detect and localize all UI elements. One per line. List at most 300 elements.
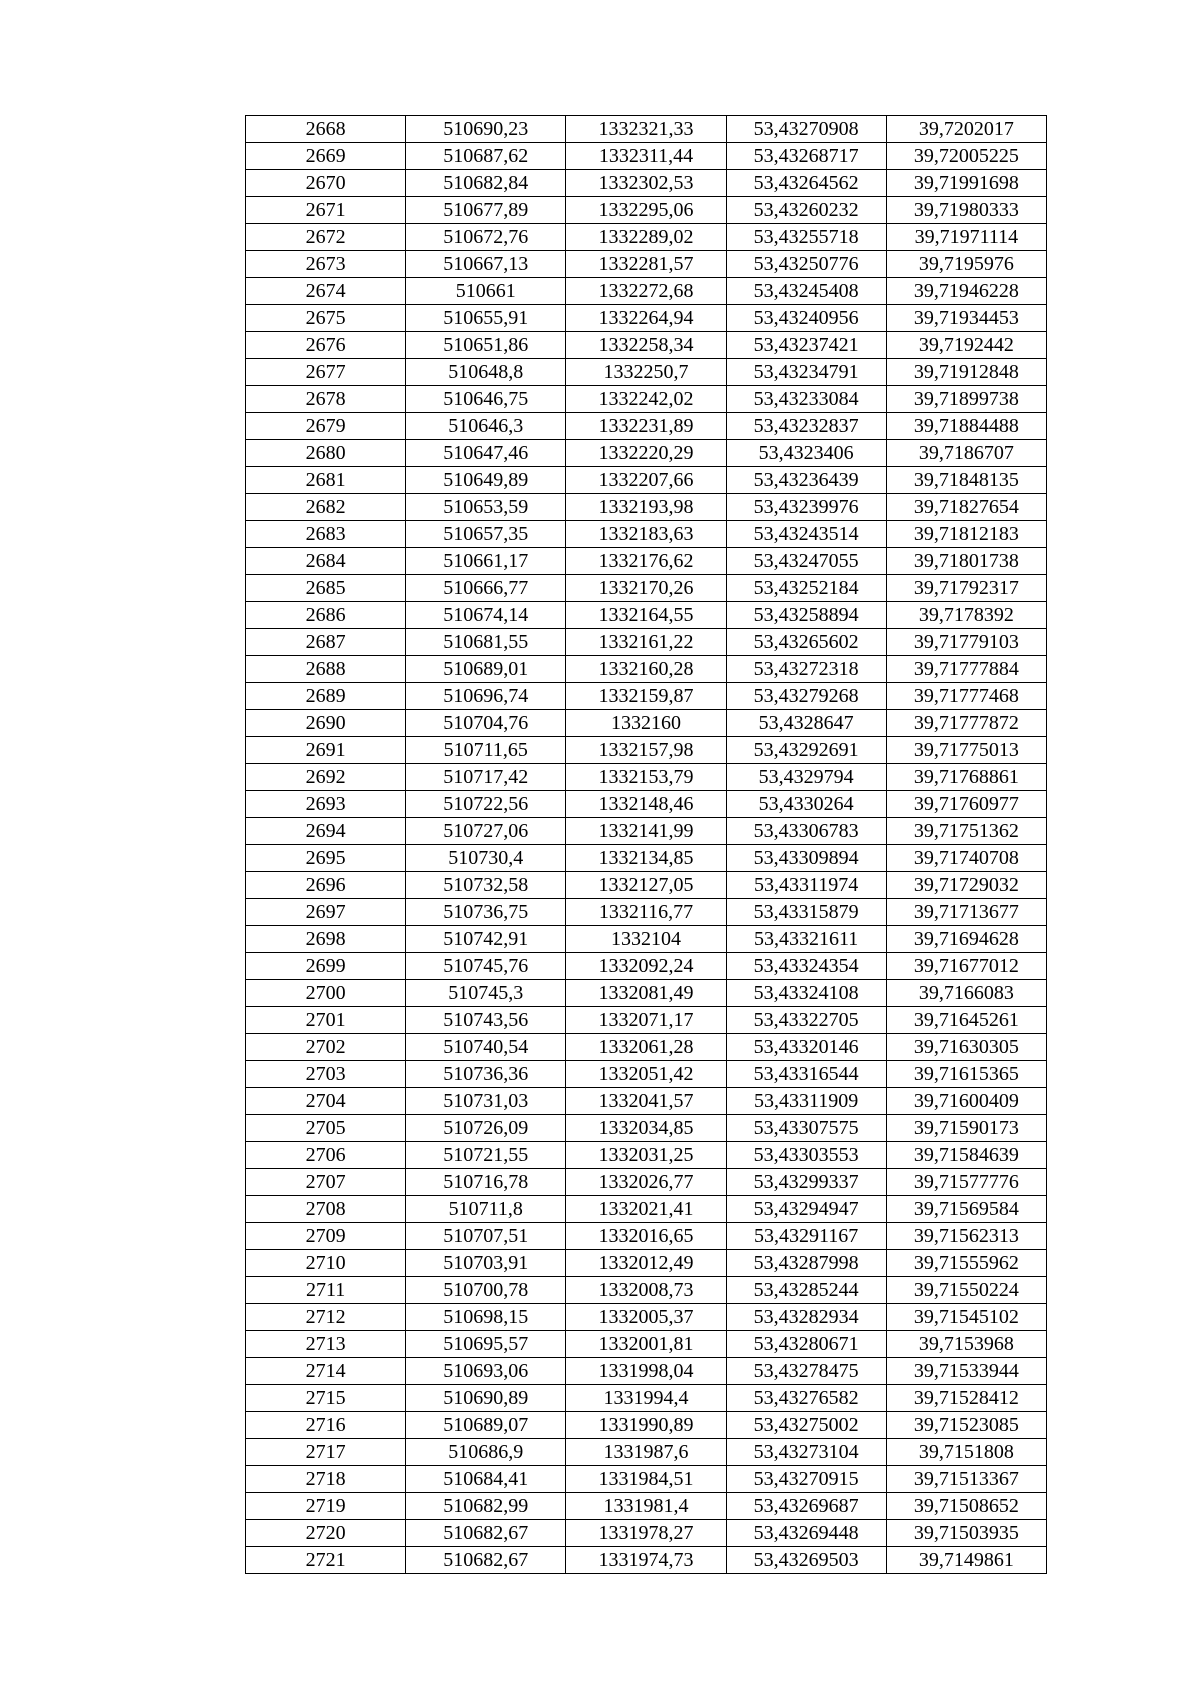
latitude-cell: 53,43250776 [726, 251, 886, 278]
table-row [246, 1331, 1047, 1358]
longitude-cell: 39,71600409 [886, 1088, 1046, 1115]
coord-y-cell: 1332242,02 [566, 386, 726, 413]
point-number-cell: 2696 [246, 872, 406, 899]
longitude-cell: 39,71503935 [886, 1520, 1046, 1547]
latitude-cell: 53,43272318 [726, 656, 886, 683]
table-row [246, 683, 1047, 710]
longitude-cell: 39,71768861 [886, 764, 1046, 791]
latitude-cell: 53,43233084 [726, 386, 886, 413]
coord-x-cell: 510736,36 [406, 1061, 566, 1088]
coord-y-cell: 1332164,55 [566, 602, 726, 629]
coord-y-cell: 1332127,05 [566, 872, 726, 899]
longitude-cell: 39,71980333 [886, 197, 1046, 224]
latitude-cell: 53,43294947 [726, 1196, 886, 1223]
table-row [246, 1385, 1047, 1412]
coord-y-cell: 1331981,4 [566, 1493, 726, 1520]
point-number-cell: 2682 [246, 494, 406, 521]
latitude-cell: 53,43316544 [726, 1061, 886, 1088]
coord-y-cell: 1332008,73 [566, 1277, 726, 1304]
longitude-cell: 39,7149861 [886, 1547, 1046, 1574]
coord-x-cell: 510743,56 [406, 1007, 566, 1034]
latitude-cell: 53,43240956 [726, 305, 886, 332]
coord-y-cell: 1332160 [566, 710, 726, 737]
point-number-cell: 2697 [246, 899, 406, 926]
coord-x-cell: 510651,86 [406, 332, 566, 359]
point-number-cell: 2698 [246, 926, 406, 953]
latitude-cell: 53,43264562 [726, 170, 886, 197]
latitude-cell: 53,43237421 [726, 332, 886, 359]
coord-x-cell: 510716,78 [406, 1169, 566, 1196]
table-row [246, 1547, 1047, 1574]
longitude-cell: 39,71884488 [886, 413, 1046, 440]
latitude-cell: 53,43245408 [726, 278, 886, 305]
coord-y-cell: 1332302,53 [566, 170, 726, 197]
coord-y-cell: 1332183,63 [566, 521, 726, 548]
coord-x-cell: 510661 [406, 278, 566, 305]
coord-x-cell: 510745,76 [406, 953, 566, 980]
longitude-cell: 39,71751362 [886, 818, 1046, 845]
table-row [246, 521, 1047, 548]
longitude-cell: 39,71971114 [886, 224, 1046, 251]
latitude-cell: 53,43269448 [726, 1520, 886, 1547]
table-row [246, 791, 1047, 818]
table-row [246, 629, 1047, 656]
latitude-cell: 53,43269687 [726, 1493, 886, 1520]
point-number-cell: 2705 [246, 1115, 406, 1142]
latitude-cell: 53,43270908 [726, 116, 886, 143]
coord-x-cell: 510707,51 [406, 1223, 566, 1250]
latitude-cell: 53,43236439 [726, 467, 886, 494]
table-row [246, 818, 1047, 845]
longitude-cell: 39,71801738 [886, 548, 1046, 575]
coord-x-cell: 510742,91 [406, 926, 566, 953]
coord-y-cell: 1332159,87 [566, 683, 726, 710]
coord-y-cell: 1332264,94 [566, 305, 726, 332]
table-row [246, 899, 1047, 926]
coord-y-cell: 1332289,02 [566, 224, 726, 251]
coord-x-cell: 510681,55 [406, 629, 566, 656]
table-row [246, 1142, 1047, 1169]
table-row [246, 251, 1047, 278]
table-row [246, 1466, 1047, 1493]
coord-y-cell: 1331998,04 [566, 1358, 726, 1385]
latitude-cell: 53,43321611 [726, 926, 886, 953]
longitude-cell: 39,71590173 [886, 1115, 1046, 1142]
table-row [246, 278, 1047, 305]
table-row [246, 872, 1047, 899]
point-number-cell: 2685 [246, 575, 406, 602]
latitude-cell: 53,43307575 [726, 1115, 886, 1142]
longitude-cell: 39,7178392 [886, 602, 1046, 629]
longitude-cell: 39,71848135 [886, 467, 1046, 494]
latitude-cell: 53,43252184 [726, 575, 886, 602]
latitude-cell: 53,43311974 [726, 872, 886, 899]
coord-y-cell: 1331974,73 [566, 1547, 726, 1574]
coordinates-table-body [246, 116, 1047, 1574]
latitude-cell: 53,43291167 [726, 1223, 886, 1250]
table-row [246, 116, 1047, 143]
coord-y-cell: 1332321,33 [566, 116, 726, 143]
coord-y-cell: 1331994,4 [566, 1385, 726, 1412]
longitude-cell: 39,71569584 [886, 1196, 1046, 1223]
point-number-cell: 2701 [246, 1007, 406, 1034]
point-number-cell: 2699 [246, 953, 406, 980]
table-row [246, 332, 1047, 359]
longitude-cell: 39,71777468 [886, 683, 1046, 710]
table-row [246, 1115, 1047, 1142]
point-number-cell: 2706 [246, 1142, 406, 1169]
latitude-cell: 53,43265602 [726, 629, 886, 656]
latitude-cell: 53,43278475 [726, 1358, 886, 1385]
longitude-cell: 39,71991698 [886, 170, 1046, 197]
table-row [246, 305, 1047, 332]
longitude-cell: 39,71760977 [886, 791, 1046, 818]
coord-x-cell: 510682,67 [406, 1520, 566, 1547]
coord-y-cell: 1332157,98 [566, 737, 726, 764]
point-number-cell: 2672 [246, 224, 406, 251]
table-row [246, 1007, 1047, 1034]
coord-y-cell: 1332012,49 [566, 1250, 726, 1277]
table-row [246, 602, 1047, 629]
latitude-cell: 53,43268717 [726, 143, 886, 170]
coord-y-cell: 1332161,22 [566, 629, 726, 656]
longitude-cell: 39,71545102 [886, 1304, 1046, 1331]
coord-y-cell: 1332134,85 [566, 845, 726, 872]
coord-x-cell: 510677,89 [406, 197, 566, 224]
latitude-cell: 53,43280671 [726, 1331, 886, 1358]
coordinates-table [245, 115, 1047, 1574]
point-number-cell: 2714 [246, 1358, 406, 1385]
coord-x-cell: 510647,46 [406, 440, 566, 467]
table-row [246, 1493, 1047, 1520]
latitude-cell: 53,43260232 [726, 197, 886, 224]
point-number-cell: 2712 [246, 1304, 406, 1331]
coord-x-cell: 510711,65 [406, 737, 566, 764]
table-row [246, 1358, 1047, 1385]
coord-y-cell: 1332170,26 [566, 575, 726, 602]
longitude-cell: 39,71533944 [886, 1358, 1046, 1385]
coord-y-cell: 1332005,37 [566, 1304, 726, 1331]
table-row [246, 413, 1047, 440]
coord-y-cell: 1332207,66 [566, 467, 726, 494]
latitude-cell: 53,43324354 [726, 953, 886, 980]
longitude-cell: 39,7153968 [886, 1331, 1046, 1358]
coord-y-cell: 1332026,77 [566, 1169, 726, 1196]
table-row [246, 764, 1047, 791]
point-number-cell: 2720 [246, 1520, 406, 1547]
coord-y-cell: 1332116,77 [566, 899, 726, 926]
coord-x-cell: 510687,62 [406, 143, 566, 170]
table-row [246, 143, 1047, 170]
point-number-cell: 2718 [246, 1466, 406, 1493]
coord-x-cell: 510661,17 [406, 548, 566, 575]
coord-x-cell: 510682,67 [406, 1547, 566, 1574]
coord-y-cell: 1332141,99 [566, 818, 726, 845]
coord-x-cell: 510653,59 [406, 494, 566, 521]
coord-y-cell: 1332081,49 [566, 980, 726, 1007]
table-row [246, 224, 1047, 251]
longitude-cell: 39,71615365 [886, 1061, 1046, 1088]
coord-x-cell: 510717,42 [406, 764, 566, 791]
latitude-cell: 53,43292691 [726, 737, 886, 764]
table-row [246, 1088, 1047, 1115]
point-number-cell: 2709 [246, 1223, 406, 1250]
table-row [246, 494, 1047, 521]
coord-x-cell: 510648,8 [406, 359, 566, 386]
coord-x-cell: 510672,76 [406, 224, 566, 251]
table-row [246, 548, 1047, 575]
table-row [246, 440, 1047, 467]
longitude-cell: 39,71812183 [886, 521, 1046, 548]
longitude-cell: 39,71899738 [886, 386, 1046, 413]
table-row [246, 1250, 1047, 1277]
longitude-cell: 39,71946228 [886, 278, 1046, 305]
coord-x-cell: 510666,77 [406, 575, 566, 602]
coord-x-cell: 510732,58 [406, 872, 566, 899]
longitude-cell: 39,71777872 [886, 710, 1046, 737]
point-number-cell: 2717 [246, 1439, 406, 1466]
coord-x-cell: 510689,01 [406, 656, 566, 683]
coord-x-cell: 510684,41 [406, 1466, 566, 1493]
point-number-cell: 2687 [246, 629, 406, 656]
coord-y-cell: 1332176,62 [566, 548, 726, 575]
latitude-cell: 53,43232837 [726, 413, 886, 440]
longitude-cell: 39,7192442 [886, 332, 1046, 359]
coord-y-cell: 1332272,68 [566, 278, 726, 305]
point-number-cell: 2719 [246, 1493, 406, 1520]
coord-y-cell: 1331987,6 [566, 1439, 726, 1466]
coord-x-cell: 510711,8 [406, 1196, 566, 1223]
coord-x-cell: 510686,9 [406, 1439, 566, 1466]
coord-x-cell: 510721,55 [406, 1142, 566, 1169]
point-number-cell: 2695 [246, 845, 406, 872]
table-row [246, 170, 1047, 197]
latitude-cell: 53,43255718 [726, 224, 886, 251]
table-row [246, 656, 1047, 683]
point-number-cell: 2694 [246, 818, 406, 845]
point-number-cell: 2688 [246, 656, 406, 683]
point-number-cell: 2673 [246, 251, 406, 278]
table-row [246, 737, 1047, 764]
point-number-cell: 2693 [246, 791, 406, 818]
point-number-cell: 2708 [246, 1196, 406, 1223]
coord-y-cell: 1332001,81 [566, 1331, 726, 1358]
coord-x-cell: 510745,3 [406, 980, 566, 1007]
latitude-cell: 53,43311909 [726, 1088, 886, 1115]
coord-x-cell: 510674,14 [406, 602, 566, 629]
coord-x-cell: 510700,78 [406, 1277, 566, 1304]
longitude-cell: 39,71775013 [886, 737, 1046, 764]
table-row [246, 953, 1047, 980]
latitude-cell: 53,4323406 [726, 440, 886, 467]
coord-x-cell: 510646,75 [406, 386, 566, 413]
coord-y-cell: 1332148,46 [566, 791, 726, 818]
coord-y-cell: 1332258,34 [566, 332, 726, 359]
table-row [246, 710, 1047, 737]
longitude-cell: 39,71792317 [886, 575, 1046, 602]
coord-y-cell: 1332250,7 [566, 359, 726, 386]
table-row [246, 575, 1047, 602]
latitude-cell: 53,43309894 [726, 845, 886, 872]
latitude-cell: 53,43315879 [726, 899, 886, 926]
longitude-cell: 39,7166083 [886, 980, 1046, 1007]
coord-x-cell: 510690,23 [406, 116, 566, 143]
latitude-cell: 53,43324108 [726, 980, 886, 1007]
coord-x-cell: 510667,13 [406, 251, 566, 278]
point-number-cell: 2692 [246, 764, 406, 791]
latitude-cell: 53,43303553 [726, 1142, 886, 1169]
coord-y-cell: 1332311,44 [566, 143, 726, 170]
longitude-cell: 39,71827654 [886, 494, 1046, 521]
coord-y-cell: 1332231,89 [566, 413, 726, 440]
coord-y-cell: 1332034,85 [566, 1115, 726, 1142]
coord-x-cell: 510657,35 [406, 521, 566, 548]
point-number-cell: 2690 [246, 710, 406, 737]
latitude-cell: 53,4330264 [726, 791, 886, 818]
longitude-cell: 39,71694628 [886, 926, 1046, 953]
longitude-cell: 39,71645261 [886, 1007, 1046, 1034]
coord-y-cell: 1331978,27 [566, 1520, 726, 1547]
latitude-cell: 53,43234791 [726, 359, 886, 386]
point-number-cell: 2678 [246, 386, 406, 413]
table-row [246, 845, 1047, 872]
longitude-cell: 39,71523085 [886, 1412, 1046, 1439]
longitude-cell: 39,71777884 [886, 656, 1046, 683]
latitude-cell: 53,43239976 [726, 494, 886, 521]
longitude-cell: 39,71740708 [886, 845, 1046, 872]
coord-y-cell: 1332031,25 [566, 1142, 726, 1169]
latitude-cell: 53,43258894 [726, 602, 886, 629]
longitude-cell: 39,71550224 [886, 1277, 1046, 1304]
latitude-cell: 53,43287998 [726, 1250, 886, 1277]
longitude-cell: 39,71577776 [886, 1169, 1046, 1196]
longitude-cell: 39,71513367 [886, 1466, 1046, 1493]
longitude-cell: 39,71713677 [886, 899, 1046, 926]
coord-y-cell: 1332041,57 [566, 1088, 726, 1115]
point-number-cell: 2679 [246, 413, 406, 440]
table-row [246, 1520, 1047, 1547]
coord-x-cell: 510740,54 [406, 1034, 566, 1061]
coord-y-cell: 1331984,51 [566, 1466, 726, 1493]
coord-y-cell: 1332295,06 [566, 197, 726, 224]
point-number-cell: 2677 [246, 359, 406, 386]
point-number-cell: 2702 [246, 1034, 406, 1061]
coord-y-cell: 1332092,24 [566, 953, 726, 980]
latitude-cell: 53,43273104 [726, 1439, 886, 1466]
latitude-cell: 53,43285244 [726, 1277, 886, 1304]
point-number-cell: 2710 [246, 1250, 406, 1277]
table-row [246, 1304, 1047, 1331]
coord-x-cell: 510703,91 [406, 1250, 566, 1277]
coord-x-cell: 510730,4 [406, 845, 566, 872]
coord-y-cell: 1332021,41 [566, 1196, 726, 1223]
latitude-cell: 53,43282934 [726, 1304, 886, 1331]
coord-x-cell: 510704,76 [406, 710, 566, 737]
longitude-cell: 39,71555962 [886, 1250, 1046, 1277]
coord-y-cell: 1332153,79 [566, 764, 726, 791]
point-number-cell: 2686 [246, 602, 406, 629]
table-row [246, 359, 1047, 386]
point-number-cell: 2715 [246, 1385, 406, 1412]
longitude-cell: 39,7202017 [886, 116, 1046, 143]
point-number-cell: 2681 [246, 467, 406, 494]
point-number-cell: 2716 [246, 1412, 406, 1439]
point-number-cell: 2670 [246, 170, 406, 197]
coord-x-cell: 510731,03 [406, 1088, 566, 1115]
latitude-cell: 53,43270915 [726, 1466, 886, 1493]
point-number-cell: 2675 [246, 305, 406, 332]
latitude-cell: 53,43243514 [726, 521, 886, 548]
point-number-cell: 2707 [246, 1169, 406, 1196]
coord-y-cell: 1332016,65 [566, 1223, 726, 1250]
point-number-cell: 2680 [246, 440, 406, 467]
coord-y-cell: 1332160,28 [566, 656, 726, 683]
point-number-cell: 2668 [246, 116, 406, 143]
coord-x-cell: 510726,09 [406, 1115, 566, 1142]
coord-y-cell: 1332061,28 [566, 1034, 726, 1061]
point-number-cell: 2671 [246, 197, 406, 224]
point-number-cell: 2711 [246, 1277, 406, 1304]
coord-x-cell: 510682,84 [406, 170, 566, 197]
table-row [246, 1439, 1047, 1466]
latitude-cell: 53,43306783 [726, 818, 886, 845]
latitude-cell: 53,43247055 [726, 548, 886, 575]
table-row [246, 386, 1047, 413]
table-row [246, 980, 1047, 1007]
point-number-cell: 2700 [246, 980, 406, 1007]
longitude-cell: 39,71584639 [886, 1142, 1046, 1169]
coord-x-cell: 510682,99 [406, 1493, 566, 1520]
latitude-cell: 53,43275002 [726, 1412, 886, 1439]
table-row [246, 197, 1047, 224]
coord-x-cell: 510646,3 [406, 413, 566, 440]
point-number-cell: 2713 [246, 1331, 406, 1358]
coord-y-cell: 1332071,17 [566, 1007, 726, 1034]
point-number-cell: 2669 [246, 143, 406, 170]
longitude-cell: 39,71508652 [886, 1493, 1046, 1520]
coord-y-cell: 1332281,57 [566, 251, 726, 278]
longitude-cell: 39,71528412 [886, 1385, 1046, 1412]
table-row [246, 1034, 1047, 1061]
coord-x-cell: 510655,91 [406, 305, 566, 332]
coord-y-cell: 1332051,42 [566, 1061, 726, 1088]
coord-y-cell: 1332104 [566, 926, 726, 953]
latitude-cell: 53,4328647 [726, 710, 886, 737]
point-number-cell: 2689 [246, 683, 406, 710]
coord-x-cell: 510727,06 [406, 818, 566, 845]
longitude-cell: 39,71630305 [886, 1034, 1046, 1061]
point-number-cell: 2674 [246, 278, 406, 305]
table-row [246, 467, 1047, 494]
coord-y-cell: 1332220,29 [566, 440, 726, 467]
point-number-cell: 2721 [246, 1547, 406, 1574]
longitude-cell: 39,71562313 [886, 1223, 1046, 1250]
longitude-cell: 39,71934453 [886, 305, 1046, 332]
coord-y-cell: 1332193,98 [566, 494, 726, 521]
point-number-cell: 2691 [246, 737, 406, 764]
longitude-cell: 39,72005225 [886, 143, 1046, 170]
table-row [246, 1412, 1047, 1439]
table-row [246, 1277, 1047, 1304]
longitude-cell: 39,71779103 [886, 629, 1046, 656]
point-number-cell: 2704 [246, 1088, 406, 1115]
coord-x-cell: 510698,15 [406, 1304, 566, 1331]
table-row [246, 1169, 1047, 1196]
point-number-cell: 2676 [246, 332, 406, 359]
longitude-cell: 39,71912848 [886, 359, 1046, 386]
latitude-cell: 53,43299337 [726, 1169, 886, 1196]
longitude-cell: 39,71677012 [886, 953, 1046, 980]
